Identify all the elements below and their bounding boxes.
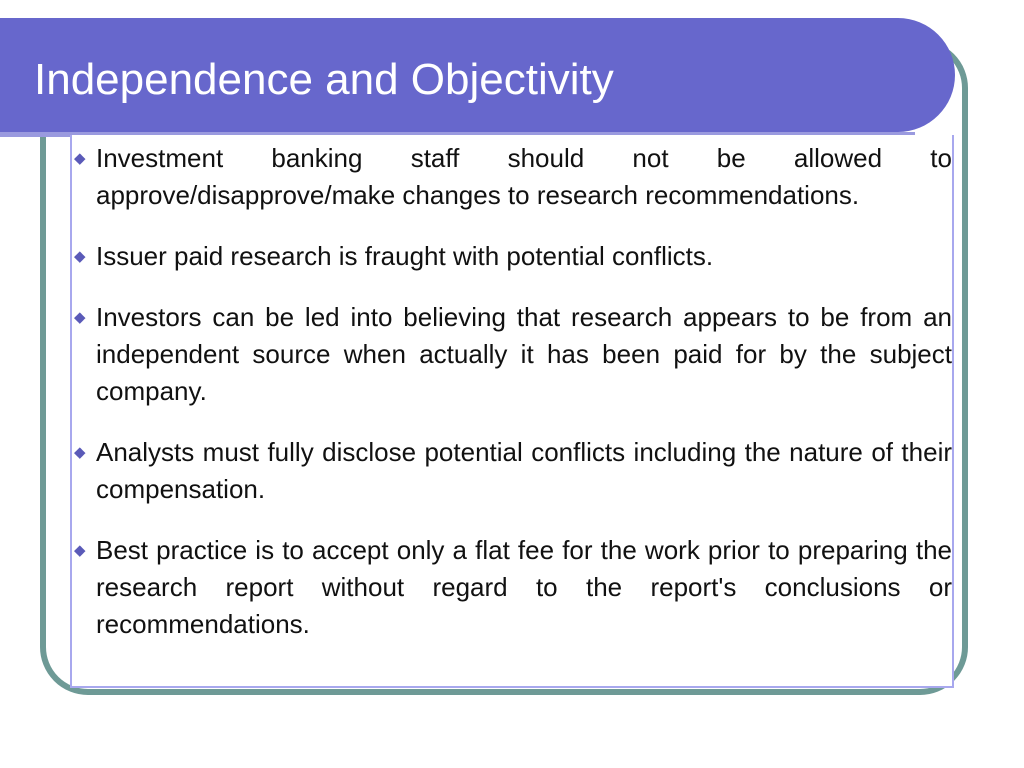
bullet-item [74, 532, 952, 643]
bullet-text: Investors can be led into believing that research appears to be from an independent source when actually it has been paid for by the subject company. [96, 302, 952, 406]
bullet-text: Best practice is to accept only a flat fee for the work prior to preparing the research report without regard to the report's conclusions or recommendations. [96, 535, 952, 639]
bullet-item [74, 299, 952, 410]
bullet-text: Investment banking staff should not be allowed to approve/disapprove/make changes to research recommendations. [96, 143, 952, 210]
diamond-icon: ◆ [74, 542, 86, 559]
bullet-item [74, 140, 952, 214]
diamond-icon: ◆ [74, 150, 86, 167]
bullet-item [74, 434, 952, 508]
bullet-text: Analysts must fully disclose potential conflicts including the nature of their compensation. [96, 437, 952, 504]
diamond-icon: ◆ [74, 248, 86, 265]
slide-title: Independence and Objectivity [34, 55, 614, 104]
bullet-item [74, 238, 952, 275]
diamond-icon: ◆ [74, 309, 86, 326]
bullet-list [74, 140, 952, 667]
bullet-text: Issuer paid research is fraught with potential conflicts. [96, 241, 714, 271]
diamond-icon: ◆ [74, 444, 86, 461]
